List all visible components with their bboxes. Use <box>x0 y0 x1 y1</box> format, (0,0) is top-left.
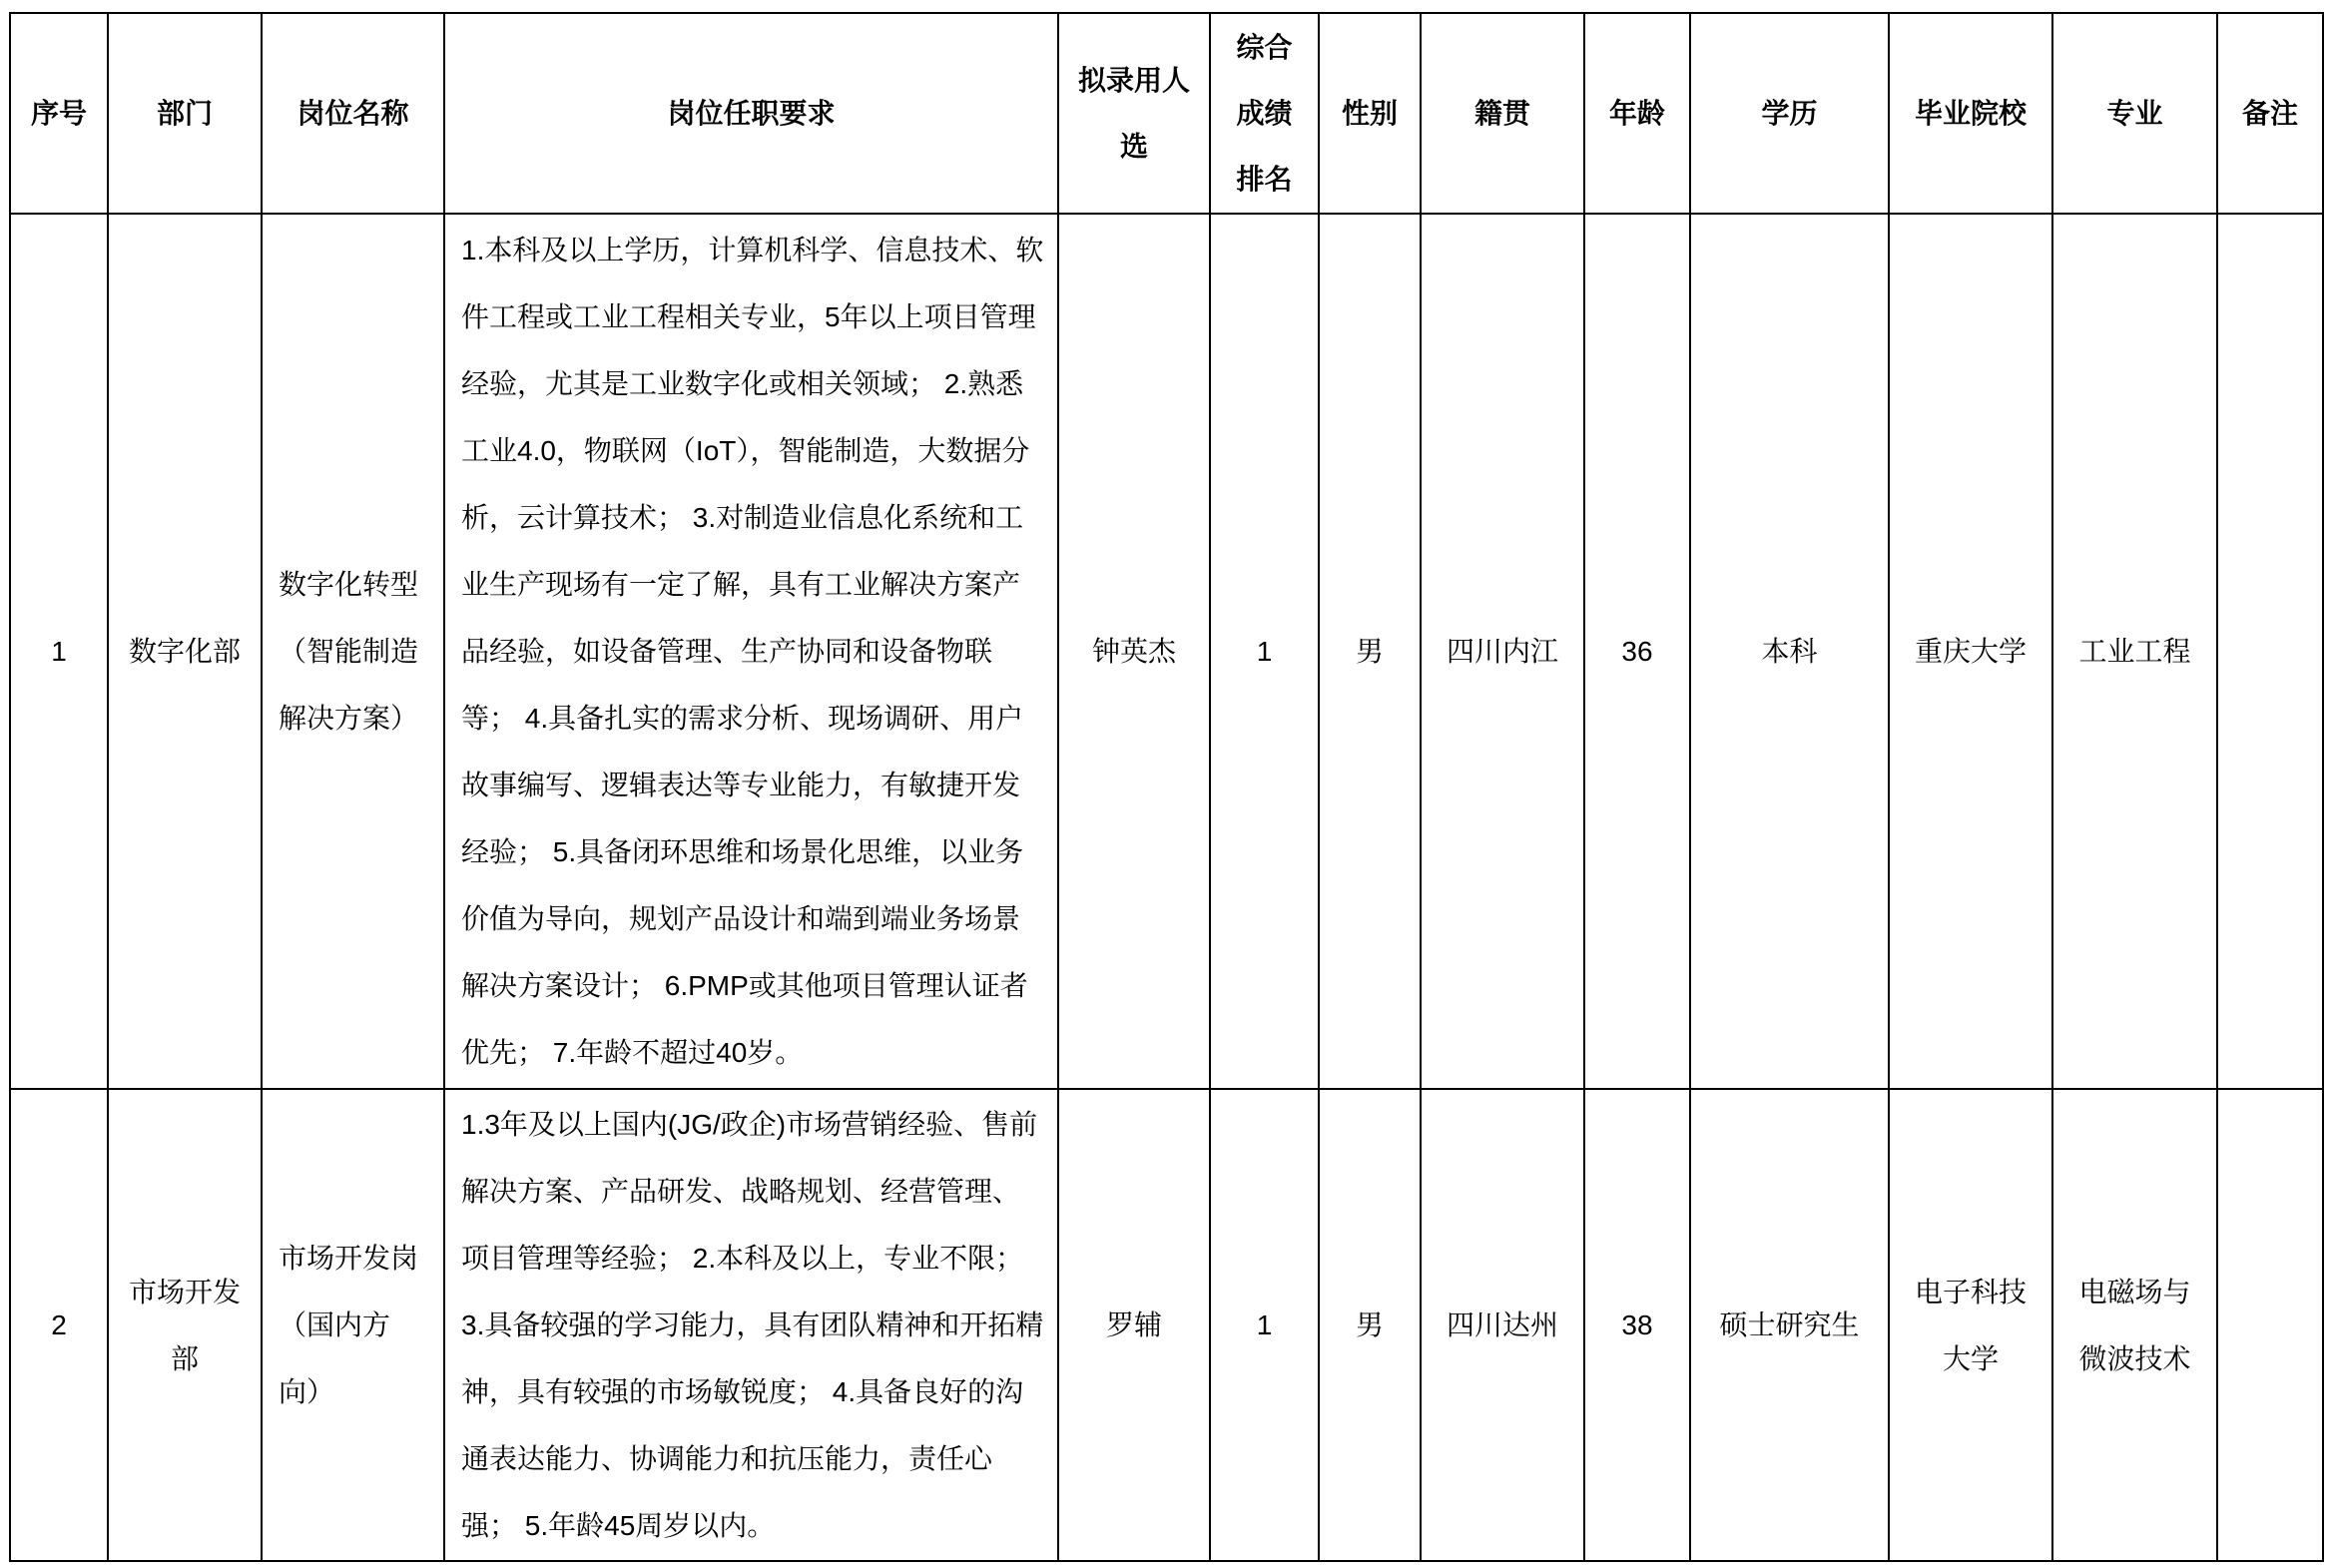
requirement-line: 价值为导向，规划产品设计和端到端业务场景 <box>461 903 1021 934</box>
requirement-line: 等； 4.具备扎实的需求分析、现场调研、用户 <box>461 703 1024 734</box>
header-education: 学历 <box>1690 13 1889 214</box>
cell-position <box>262 1089 444 1561</box>
header-candidate-line: 拟录用人 <box>1077 64 1190 96</box>
header-row <box>10 13 2323 214</box>
cell-rank: 1 <box>1210 1089 1319 1561</box>
header-rank <box>1210 13 1319 214</box>
requirement-line: 解决方案、产品研发、战略规划、经营管理、 <box>461 1176 1021 1207</box>
requirement-line: 3.具备较强的学习能力，具有团队精神和开拓精 <box>461 1309 1044 1340</box>
position-line: 向） <box>279 1376 335 1407</box>
cell-origin: 四川达州 <box>1421 1089 1584 1561</box>
cell-position <box>262 214 444 1089</box>
requirement-line: 优先； 7.年龄不超过40岁。 <box>461 1037 804 1068</box>
cell-remarks <box>2217 1089 2323 1561</box>
cell-candidate: 罗辅 <box>1058 1089 1210 1561</box>
table-row <box>10 1089 2323 1561</box>
school-line: 大学 <box>1942 1342 1999 1374</box>
requirement-line: 件工程或工业工程相关专业，5年以上项目管理 <box>461 301 1036 332</box>
school-line: 电子科技 <box>1914 1276 2027 1307</box>
cell-index: 1 <box>10 214 108 1089</box>
header-candidate <box>1058 13 1210 214</box>
requirement-line: 故事编写、逻辑表达等专业能力，有敏捷开发 <box>461 770 1021 800</box>
school-line: 重庆大学 <box>1914 636 2027 667</box>
position-line: 解决方案） <box>279 703 419 734</box>
cell-age: 38 <box>1584 1089 1690 1561</box>
header-index: 序号 <box>10 13 108 214</box>
header-remarks: 备注 <box>2217 13 2323 214</box>
header-rank-line: 排名 <box>1236 163 1293 195</box>
header-major: 专业 <box>2052 13 2217 214</box>
header-origin: 籍贯 <box>1421 13 1584 214</box>
position-line: （智能制造 <box>279 636 419 667</box>
cell-school <box>1889 1089 2052 1561</box>
requirement-line: 强； 5.年龄45周岁以内。 <box>461 1510 776 1541</box>
cell-education: 硕士研究生 <box>1690 1089 1889 1561</box>
major-line: 工业工程 <box>2078 636 2191 667</box>
table-row <box>10 214 2323 1089</box>
cell-major <box>2052 1089 2217 1561</box>
table-body <box>10 214 2323 1561</box>
requirement-line: 析，云计算技术； 3.对制造业信息化系统和工 <box>461 502 1024 533</box>
cell-school <box>1889 214 2052 1089</box>
header-gender: 性别 <box>1319 13 1421 214</box>
requirement-line: 经验，尤其是工业数字化或相关领域； 2.熟悉 <box>461 368 1024 399</box>
requirement-line: 品经验，如设备管理、生产协同和设备物联 <box>461 636 993 667</box>
position-line: 市场开发岗 <box>279 1243 419 1274</box>
requirement-line: 解决方案设计； 6.PMP或其他项目管理认证者 <box>461 970 1028 1001</box>
requirement-line: 1.3年及以上国内(JG/政企)市场营销经验、售前 <box>461 1109 1038 1140</box>
cell-rank: 1 <box>1210 214 1319 1089</box>
header-department: 部门 <box>108 13 262 214</box>
header-rank-line: 综合 <box>1236 31 1293 63</box>
requirement-line: 业生产现场有一定了解，具有工业解决方案产 <box>461 569 1021 600</box>
cell-age: 36 <box>1584 214 1690 1089</box>
position-line: （国内方 <box>279 1309 391 1340</box>
requirement-line: 1.本科及以上学历，计算机科学、信息技术、软 <box>461 235 1044 265</box>
cell-department <box>108 214 262 1089</box>
cell-major <box>2052 214 2217 1089</box>
cell-remarks <box>2217 214 2323 1089</box>
cell-index: 2 <box>10 1089 108 1561</box>
requirement-line: 项目管理等经验； 2.本科及以上，专业不限； <box>461 1243 1024 1274</box>
requirement-line: 神，具有较强的市场敏锐度； 4.具备良好的沟 <box>461 1376 1024 1407</box>
department-line: 市场开发 <box>128 1276 241 1307</box>
requirement-line: 工业4.0，物联网（IoT），智能制造，大数据分 <box>461 435 1030 466</box>
table-header <box>10 13 2323 214</box>
header-requirements: 岗位任职要求 <box>444 13 1058 214</box>
header-school: 毕业院校 <box>1889 13 2052 214</box>
header-position: 岗位名称 <box>262 13 444 214</box>
cell-education: 本科 <box>1690 214 1889 1089</box>
major-line: 电磁场与 <box>2078 1276 2191 1307</box>
header-rank-line: 成绩 <box>1236 97 1293 129</box>
cell-candidate: 钟英杰 <box>1058 214 1210 1089</box>
cell-gender: 男 <box>1319 214 1421 1089</box>
requirement-line: 经验； 5.具备闭环思维和场景化思维，以业务 <box>461 836 1024 867</box>
position-line: 数字化转型 <box>279 569 419 600</box>
department-line: 部 <box>170 1342 199 1374</box>
recruitment-table <box>9 12 2324 1562</box>
department-line: 数字化部 <box>128 636 241 667</box>
cell-department <box>108 1089 262 1561</box>
header-age: 年龄 <box>1584 13 1690 214</box>
cell-requirements <box>444 1089 1058 1561</box>
requirement-line: 通表达能力、协调能力和抗压能力，责任心 <box>461 1443 993 1474</box>
cell-gender: 男 <box>1319 1089 1421 1561</box>
cell-origin: 四川内江 <box>1421 214 1584 1089</box>
major-line: 微波技术 <box>2078 1342 2191 1374</box>
cell-requirements <box>444 214 1058 1089</box>
header-candidate-line: 选 <box>1119 130 1148 162</box>
